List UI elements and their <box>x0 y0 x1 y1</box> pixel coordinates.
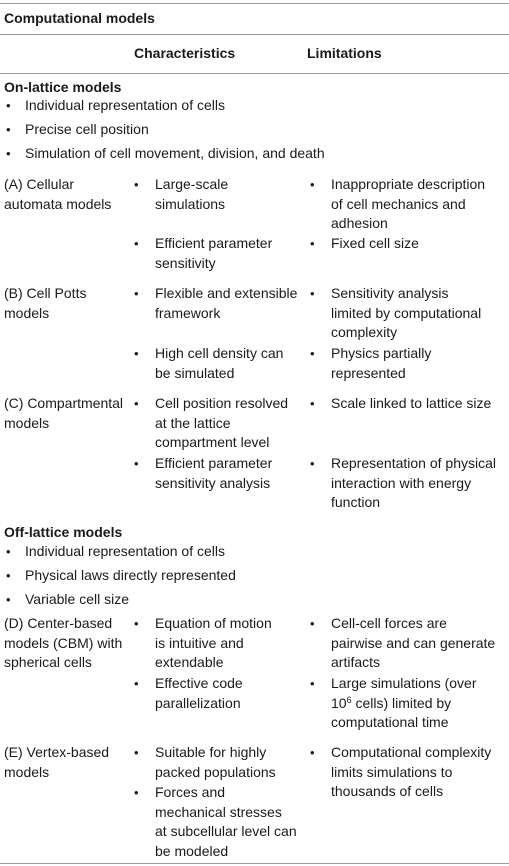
list-item-text: Variable cell size <box>25 591 130 607</box>
bullet-icon: • <box>310 236 315 251</box>
section-heading-on-lattice: On-lattice models <box>4 79 122 95</box>
characteristic-item: Efficient parameter sensitivity <box>155 235 273 271</box>
bullet-icon: • <box>310 346 315 361</box>
list-item-text: Simulation of cell movement, division, and death <box>25 145 325 161</box>
bullet-icon: • <box>134 236 139 251</box>
bullet-icon: • <box>134 676 139 691</box>
bottom-rule <box>0 863 509 864</box>
bullet-icon: • <box>310 616 315 631</box>
characteristic-item: Suitable for highly packed populations <box>155 744 276 780</box>
bullet-icon: • <box>134 456 139 471</box>
bullet-icon: • <box>310 745 315 760</box>
characteristic-item: Cell position resolved at the lattice compartment level <box>155 395 289 450</box>
limitation-item: Large simulations (over $10^6$ cells) limited by computational time <box>331 675 477 730</box>
bullet-icon: • <box>134 745 139 760</box>
list-item-text: Precise cell position <box>25 121 149 137</box>
limitation-item: Representation of physical interaction with energy function <box>331 455 496 510</box>
limitation-item: Sensitivity analysis limited by computational complexity <box>331 285 482 340</box>
model-name: (A) Cellular automata models <box>4 176 112 212</box>
list-item-text: Individual representation of cells <box>25 543 226 559</box>
limitation-item: Scale linked to lattice size <box>331 395 492 411</box>
header-rule <box>0 73 509 74</box>
bullet-icon: • <box>6 568 11 583</box>
bullet-icon: • <box>134 785 139 800</box>
column-header-characteristics: Characteristics <box>134 45 236 61</box>
model-name: (C) Compartmental models <box>4 395 124 431</box>
bullet-icon: • <box>310 286 315 301</box>
bullet-icon: • <box>6 122 11 137</box>
characteristic-item: Flexible and extensible framework <box>155 285 298 321</box>
bullet-icon: • <box>134 346 139 361</box>
column-header-limitations: Limitations <box>307 45 382 61</box>
exponent: 6 <box>346 694 352 705</box>
model-name: (D) Center-based models (CBM) with spherical cells <box>4 615 123 670</box>
limitation-item: Fixed cell size <box>331 235 419 251</box>
limitation-item: Cell-cell forces are pairwise and can generate artifacts <box>331 615 496 670</box>
bullet-icon: • <box>310 177 315 192</box>
bullet-icon: • <box>134 177 139 192</box>
characteristic-item: Forces and mechanical stresses at subcellular level can be modeled <box>155 784 297 859</box>
bullet-icon: • <box>310 676 315 691</box>
bullet-icon: • <box>134 616 139 631</box>
table-title: Computational models <box>4 10 155 26</box>
limitation-item: Inappropriate description of cell mechanics and adhesion <box>331 176 486 231</box>
characteristic-item: Equation of motion is intuitive and extendable <box>155 615 272 670</box>
bullet-icon: • <box>6 544 11 559</box>
model-name: (E) Vertex-based models <box>4 744 110 780</box>
bullet-icon: • <box>6 98 11 113</box>
characteristic-item: Large-scale simulations <box>155 176 229 212</box>
bullet-icon: • <box>310 456 315 471</box>
section-heading-off-lattice: Off-lattice models <box>4 524 123 540</box>
characteristic-item: Efficient parameter sensitivity analysis <box>155 455 273 491</box>
bullet-icon: • <box>310 396 315 411</box>
limitation-item: Computational complexity limits simulations to thousands of cells <box>331 744 492 799</box>
list-item-text: Individual representation of cells <box>25 97 226 113</box>
list-item-text: Physical laws directly represented <box>25 567 236 583</box>
title-rule <box>0 34 509 35</box>
characteristic-item: Effective code parallelization <box>155 675 243 711</box>
limitation-item: Physics partially represented <box>331 345 432 381</box>
bullet-icon: • <box>134 396 139 411</box>
characteristic-item: High cell density can be simulated <box>155 345 284 381</box>
bullet-icon: • <box>6 592 11 607</box>
bullet-icon: • <box>134 286 139 301</box>
bullet-icon: • <box>6 146 11 161</box>
model-name: (B) Cell Potts models <box>4 285 87 321</box>
top-rule <box>0 3 509 4</box>
